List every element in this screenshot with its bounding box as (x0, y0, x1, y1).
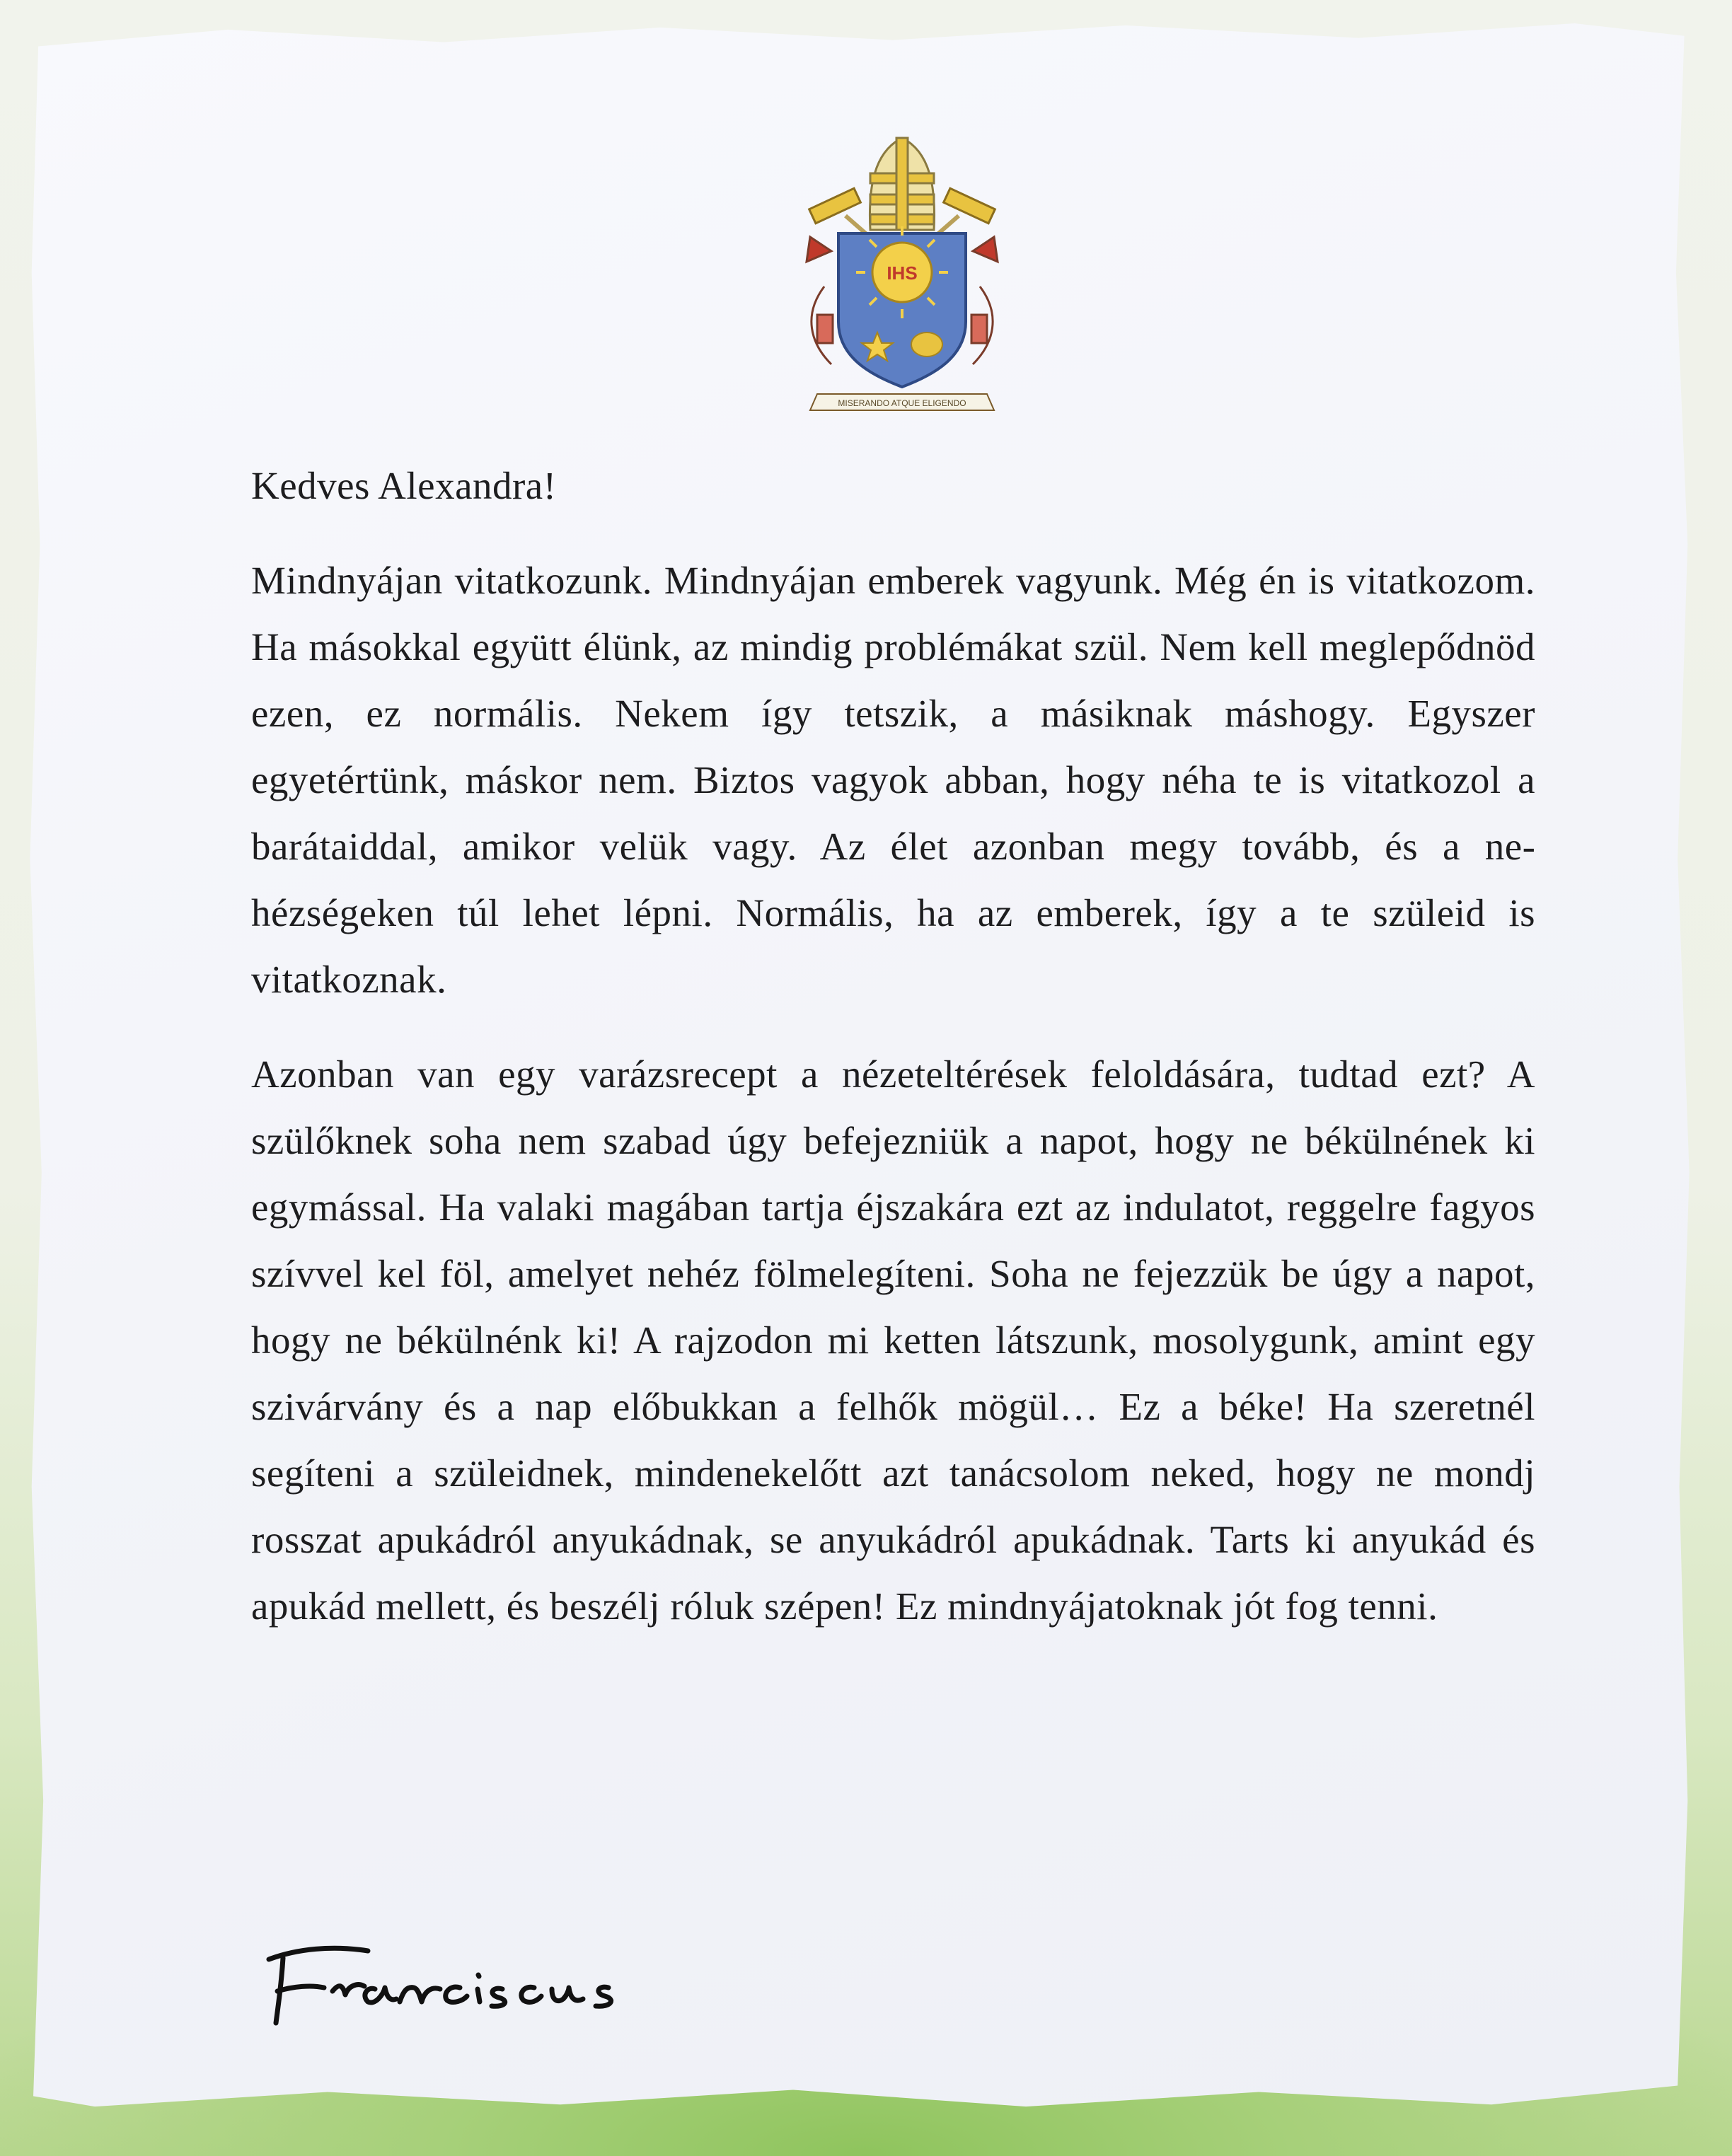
papal-coat-of-arms-icon (789, 131, 1015, 428)
letter-body (251, 453, 1535, 1668)
ihs-monogram: IHS (887, 262, 918, 284)
paragraph-1: Mindnyájan vitatkozunk. Mindnyájan emberek vagyunk. Még én is vitatkozom. Ha másokkal együtt élünk, az mindig problémákat szül. Nem kell meglepődnöd ezen, ez normális. Nekem így tetszik, a másiknak máshogy. Egyszer egyetértünk, máskor nem. Biztos vagyok abban, hogy néha te is vitatkozol a barátaiddal, amikor velük vagy. Az élet azonban megy tovább, és a nehézségeken túl lehet lépni. Normális, ha az emberek, így a te szüleid is vitatkoznak. (251, 559, 1535, 1001)
salutation: Kedves Alexandra! (251, 464, 557, 507)
handwritten-signature (255, 1924, 708, 2037)
paragraph-2: Azonban van egy varázsrecept a nézeteltérések feloldására, tudtad ezt? A szülőknek soha nem szabad úgy befejezniük a napot, hogy ne békülnének ki egymással. Ha valaki magában tartja éjszakára ezt az indulatot, reggelre fagyos szívvel kel föl, amelyet nehéz fölmelegíteni. Soha ne fejezzük be úgy a napot, hogy ne békülnénk ki! A rajzodon mi ketten látszunk, mosolygunk, amint egy szivárvány és a nap előbukkan a felhők mögül… Ez a béke! Ha szeretnél segíteni a szüleidnek, mindenekelőtt azt tanácsolom neked, hogy ne mondj rosszat apukádról anyukádnak, se anyukádról apukádnak. Tarts ki anyukád és apukád mellett, és beszélj róluk szépen! Ez mindnyájatoknak jót fog tenni. (251, 1053, 1535, 1628)
motto-scroll: MISERANDO ATQUE ELIGENDO (838, 398, 966, 408)
nard-flower-icon (911, 332, 942, 357)
